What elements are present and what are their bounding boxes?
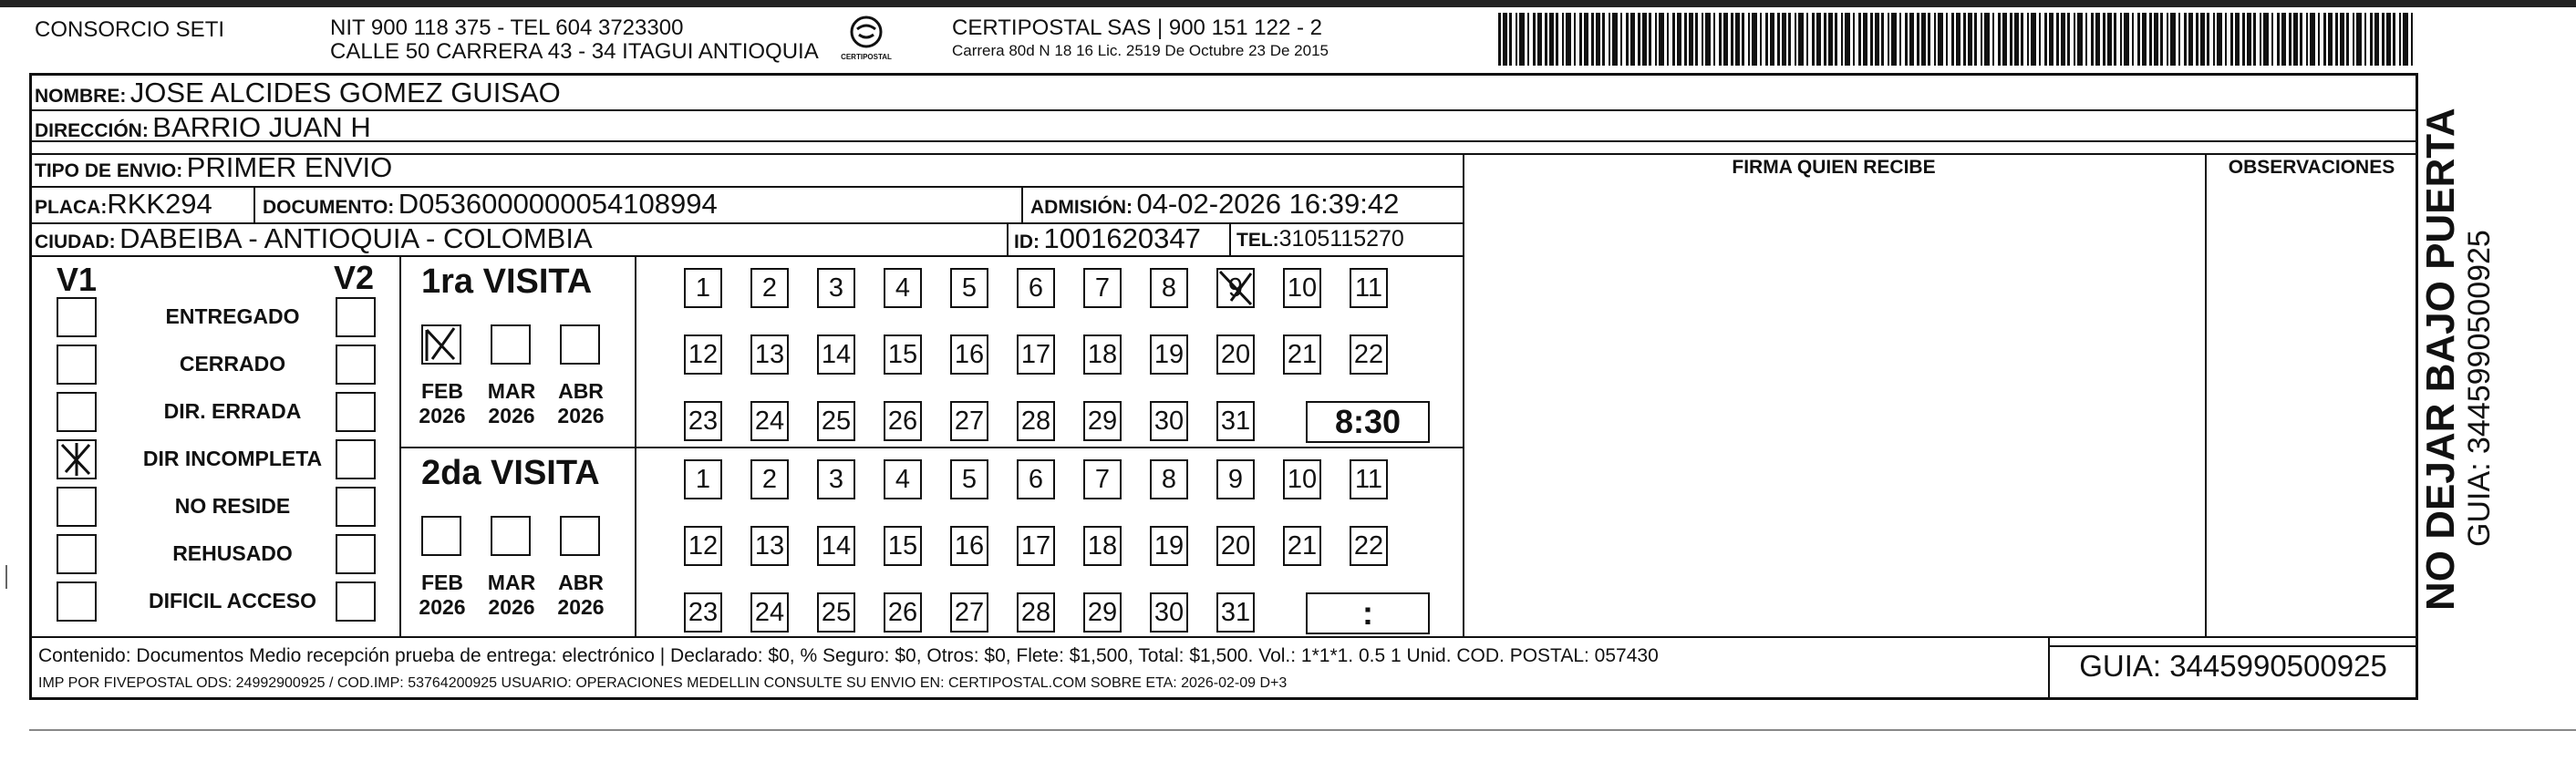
day-box[interactable]: 12 bbox=[684, 334, 722, 375]
day-box[interactable]: 22 bbox=[1350, 334, 1388, 375]
bottom-divider bbox=[29, 729, 2576, 731]
day-box[interactable]: 2 bbox=[750, 268, 789, 308]
direccion-value: BARRIO JUAN H bbox=[152, 111, 371, 143]
month-label: MAR 2026 bbox=[487, 571, 536, 619]
day-box[interactable]: 3 bbox=[817, 268, 855, 308]
day-box[interactable]: 24 bbox=[750, 401, 789, 441]
day-box[interactable]: 5 bbox=[950, 459, 988, 499]
day-box[interactable]: 2 bbox=[750, 459, 789, 499]
day-box[interactable]: 30 bbox=[1150, 592, 1188, 633]
license-line: Carrera 80d N 18 16 Lic. 2519 De Octubre 23 De 2015 bbox=[952, 42, 1329, 59]
certipostal-line: CERTIPOSTAL SAS | 900 151 122 - 2 bbox=[952, 15, 1322, 40]
day-box[interactable]: 20 bbox=[1216, 334, 1255, 375]
month-checkbox[interactable] bbox=[491, 324, 531, 365]
v1-checkbox[interactable] bbox=[57, 534, 97, 574]
day-box[interactable]: 15 bbox=[884, 334, 922, 375]
day-box[interactable]: 15 bbox=[884, 526, 922, 566]
day-box[interactable]: 28 bbox=[1017, 401, 1055, 441]
day-box[interactable]: 31 bbox=[1216, 401, 1255, 441]
tipo-envio-field: TIPO DE ENVIO: PRIMER ENVIO bbox=[35, 151, 393, 183]
status-label: REHUSADO bbox=[172, 541, 293, 565]
day-box[interactable]: 26 bbox=[884, 592, 922, 633]
day-box[interactable]: 1 bbox=[684, 268, 722, 308]
month-checkbox[interactable] bbox=[491, 516, 531, 556]
status-label: ENTREGADO bbox=[165, 304, 300, 328]
day-box[interactable]: 6 bbox=[1017, 268, 1055, 308]
month-checkbox[interactable] bbox=[560, 324, 600, 365]
v2-label: V2 bbox=[334, 259, 375, 296]
visit-title: 2da VISITA bbox=[421, 454, 600, 492]
status-label: DIFICIL ACCESO bbox=[148, 589, 316, 612]
day-box[interactable]: 14 bbox=[817, 526, 855, 566]
day-box[interactable]: 14 bbox=[817, 334, 855, 375]
day-box[interactable]: 27 bbox=[950, 401, 988, 441]
day-box[interactable]: 8 bbox=[1150, 268, 1188, 308]
day-box[interactable]: 6 bbox=[1017, 459, 1055, 499]
day-box[interactable]: 29 bbox=[1083, 592, 1122, 633]
day-box[interactable]: 10 bbox=[1283, 459, 1321, 499]
day-box[interactable]: 13 bbox=[750, 334, 789, 375]
v2-checkbox[interactable] bbox=[336, 392, 376, 432]
day-box[interactable]: 18 bbox=[1083, 526, 1122, 566]
v1-label: V1 bbox=[57, 261, 98, 298]
day-box[interactable]: 25 bbox=[817, 592, 855, 633]
day-box[interactable]: 27 bbox=[950, 592, 988, 633]
day-box[interactable]: 22 bbox=[1350, 526, 1388, 566]
day-box[interactable]: 17 bbox=[1017, 334, 1055, 375]
v1-checkbox[interactable] bbox=[57, 297, 97, 337]
firma-header: FIRMA QUIEN RECIBE bbox=[1732, 157, 1936, 178]
id-field: ID: 1001620347 bbox=[1014, 222, 1201, 254]
v2-checkbox[interactable] bbox=[336, 534, 376, 574]
day-box[interactable]: 7 bbox=[1083, 268, 1122, 308]
certipostal-logo: CERTIPOSTAL bbox=[839, 15, 894, 61]
day-box[interactable]: 5 bbox=[950, 268, 988, 308]
day-box[interactable]: 18 bbox=[1083, 334, 1122, 375]
time-box[interactable]: : bbox=[1306, 592, 1430, 634]
admision-field: ADMISIÓN: 04-02-2026 16:39:42 bbox=[1030, 188, 1400, 220]
v1-checkbox[interactable] bbox=[57, 345, 97, 385]
day-box[interactable]: 16 bbox=[950, 526, 988, 566]
address-line: CALLE 50 CARRERA 43 - 34 ITAGUI ANTIOQUIA bbox=[330, 39, 819, 64]
month-checkbox[interactable] bbox=[421, 516, 461, 556]
month-label: FEB 2026 bbox=[419, 571, 466, 619]
day-box[interactable]: 8 bbox=[1150, 459, 1188, 499]
day-box[interactable]: 4 bbox=[884, 268, 922, 308]
day-box[interactable]: 21 bbox=[1283, 334, 1321, 375]
imp-text: IMP POR FIVEPOSTAL ODS: 24992900925 / COD.IMP: 53764200925 USUARIO: OPERACIONES MEDELLIN CONSULTE SU ENVIO EN: CERTIPOSTAL.COM SOBRE ETA: 2026-02-09 D+3 bbox=[38, 675, 1288, 691]
contenido-text: Contenido: Documentos Medio recepción prueba de entrega: electrónico | Declarado: $0, % Seguro: $0, Otros: $0, Flete: $1,500, Total: $1,500. Vol.: 1*1*1. 0.5 1 Unid. COD. POSTAL: 057430 bbox=[38, 645, 1659, 666]
company-name: CONSORCIO SETI bbox=[35, 17, 225, 42]
status-label: DIR. ERRADA bbox=[163, 399, 302, 423]
day-box[interactable]: 10 bbox=[1283, 268, 1321, 308]
nit-line: NIT 900 118 375 - TEL 604 3723300 bbox=[330, 15, 684, 40]
documento-field: DOCUMENTO: D0536000000054108994 bbox=[263, 188, 718, 220]
time-box[interactable]: 8:30 bbox=[1306, 401, 1430, 443]
direccion-field: DIRECCIÓN: BARRIO JUAN H bbox=[35, 111, 371, 143]
day-box[interactable]: 17 bbox=[1017, 526, 1055, 566]
day-box[interactable]: 23 bbox=[684, 592, 722, 633]
margin-mark bbox=[5, 565, 7, 589]
day-box[interactable]: 23 bbox=[684, 401, 722, 441]
month-label: ABR 2026 bbox=[557, 571, 605, 619]
day-box[interactable]: 25 bbox=[817, 401, 855, 441]
footer-guia: GUIA: 3445990500925 bbox=[2079, 649, 2387, 683]
nombre-value: JOSE ALCIDES GOMEZ GUISAO bbox=[129, 77, 561, 108]
day-box[interactable]: 11 bbox=[1350, 268, 1388, 308]
day-box[interactable]: 19 bbox=[1150, 334, 1188, 375]
day-box[interactable]: 24 bbox=[750, 592, 789, 633]
ciudad-field: CIUDAD: DABEIBA - ANTIOQUIA - COLOMBIA bbox=[35, 222, 593, 254]
day-box[interactable]: 12 bbox=[684, 526, 722, 566]
day-box[interactable]: 9 bbox=[1216, 459, 1255, 499]
day-box[interactable]: 20 bbox=[1216, 526, 1255, 566]
v1-checkbox[interactable] bbox=[57, 439, 97, 479]
tel-field: TEL:3105115270 bbox=[1236, 226, 1404, 252]
v1-checkbox[interactable] bbox=[57, 487, 97, 527]
v2-checkbox[interactable] bbox=[336, 297, 376, 337]
v2-checkbox[interactable] bbox=[336, 439, 376, 479]
day-box[interactable]: 1 bbox=[684, 459, 722, 499]
status-label: CERRADO bbox=[179, 352, 286, 376]
status-label: DIR INCOMPLETA bbox=[142, 447, 323, 470]
day-box[interactable]: 19 bbox=[1150, 526, 1188, 566]
day-box[interactable]: 26 bbox=[884, 401, 922, 441]
v2-checkbox[interactable] bbox=[336, 487, 376, 527]
v1-checkbox[interactable] bbox=[57, 581, 97, 622]
day-box[interactable]: 4 bbox=[884, 459, 922, 499]
month-checkbox[interactable] bbox=[560, 516, 600, 556]
v2-checkbox[interactable] bbox=[336, 345, 376, 385]
day-box[interactable]: 16 bbox=[950, 334, 988, 375]
day-box[interactable]: 28 bbox=[1017, 592, 1055, 633]
observaciones-header: OBSERVACIONES bbox=[2228, 157, 2395, 178]
day-box[interactable]: 3 bbox=[817, 459, 855, 499]
nombre-field: NOMBRE: JOSE ALCIDES GOMEZ GUISAO bbox=[35, 77, 561, 108]
day-box[interactable]: 11 bbox=[1350, 459, 1388, 499]
status-label: NO RESIDE bbox=[174, 494, 291, 518]
month-label: ABR 2026 bbox=[557, 379, 605, 427]
day-box[interactable]: 31 bbox=[1216, 592, 1255, 633]
month-checkbox[interactable] bbox=[421, 324, 461, 365]
no-dejar-warning: NO DEJAR BAJO PUERTA bbox=[2418, 108, 2463, 611]
visit-title: 1ra VISITA bbox=[421, 262, 593, 301]
top-border bbox=[0, 0, 2576, 7]
side-guia: GUIA: 3445990500925 bbox=[2462, 230, 2497, 547]
v1-checkbox[interactable] bbox=[57, 392, 97, 432]
day-box[interactable]: 13 bbox=[750, 526, 789, 566]
day-box[interactable]: 21 bbox=[1283, 526, 1321, 566]
barcode bbox=[1498, 13, 2419, 66]
day-box[interactable]: 30 bbox=[1150, 401, 1188, 441]
month-label: MAR 2026 bbox=[487, 379, 536, 427]
month-label: FEB 2026 bbox=[419, 379, 466, 427]
day-box[interactable]: 29 bbox=[1083, 401, 1122, 441]
v2-checkbox[interactable] bbox=[336, 581, 376, 622]
day-box[interactable]: 9 bbox=[1216, 268, 1255, 308]
tipo-envio-value: PRIMER ENVIO bbox=[186, 151, 393, 183]
day-box[interactable]: 7 bbox=[1083, 459, 1122, 499]
placa-field: PLACA:RKK294 bbox=[35, 188, 212, 220]
